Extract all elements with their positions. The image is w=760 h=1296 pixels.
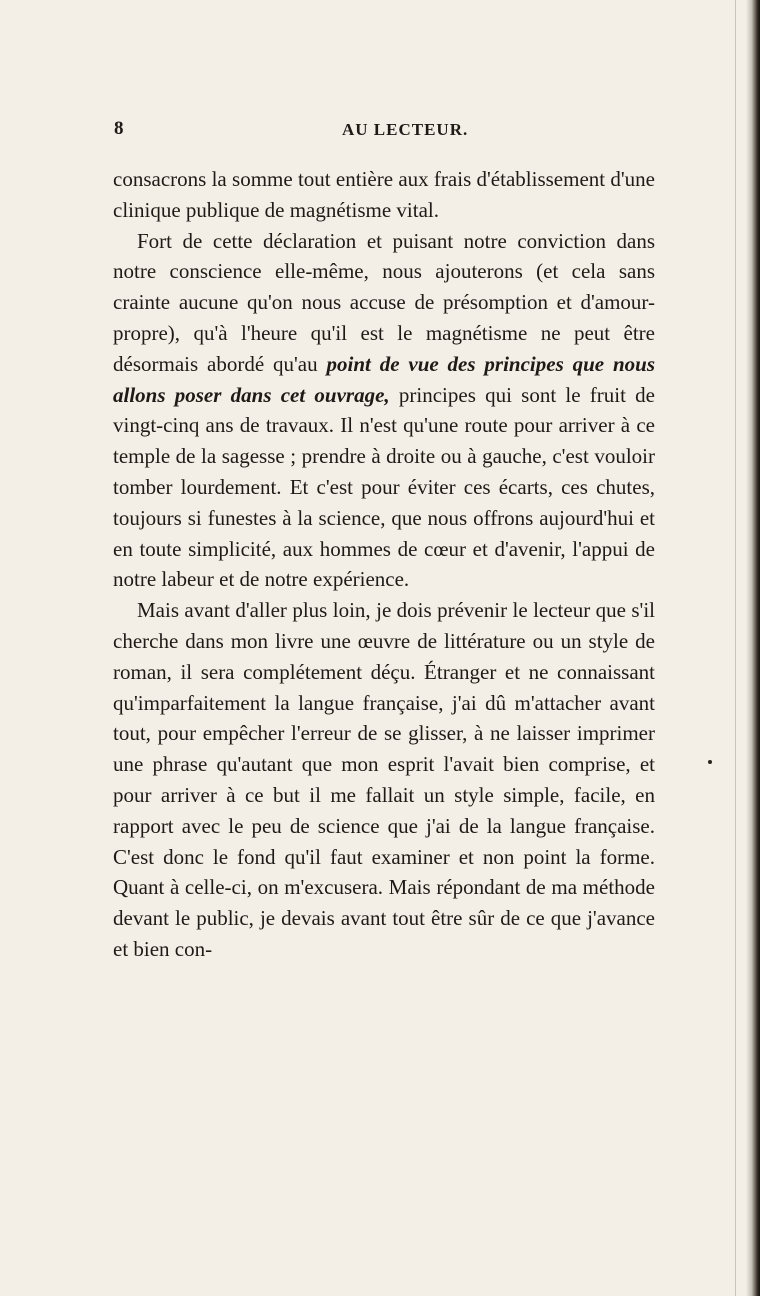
paragraph-1 (113, 164, 655, 226)
ink-speck (708, 760, 712, 764)
paragraph-1-text: consacrons la somme tout entière aux frais d'établissement d'une clinique publique de magnétisme vital. (113, 167, 655, 222)
body-text (113, 164, 655, 965)
page-edge-shadow (746, 0, 760, 1296)
paragraph-3 (113, 595, 655, 965)
paragraph-2-emphasis: point de vue des principes que nous allons poser dans cet ouvrage, (113, 351, 655, 407)
running-title: AU LECTEUR. (342, 120, 469, 139)
page-number: 8 (114, 118, 124, 139)
paragraph-3-text: Mais avant d'aller plus loin, je dois prévenir le lecteur que s'il cherche dans mon livre une œuvre de littérature ou un style de roman, il sera complétement déçu. Étranger et ne connaissant qu'imparfaitement la langue française, j'ai dû m'attacher avant tout, pour empêcher l'erreur de se glisser, à ne laisser imprimer une phrase qu'autant que mon esprit l'avait bien comprise, et pour arriver à ce but il me fallait un style simple, facile, en rapport avec le peu de science que j'ai de la langue française. C'est donc le fond qu'il faut examiner et non point la forme. Quant à celle-ci, on m'excusera. Mais répondant de ma méthode devant le public, je devais avant tout être sûr de ce que j'avance et bien con- (113, 598, 655, 961)
paragraph-2 (113, 226, 655, 596)
running-head (114, 118, 654, 144)
page-edge-line (735, 0, 736, 1296)
paragraph-2-text-end: principes qui sont le fruit de vingt-cinq ans de travaux. Il n'est qu'une route pour arriver à ce temple de la sagesse ; prendre à droite ou à gauche, c'est vouloir tomber lourdement. Et c'est pour éviter ces écarts, ces chutes, toujours si funestes à la science, que nous offrons aujourd'hui et en toute simplicité, aux hommes de cœur et d'avenir, l'appui de notre labeur et de notre expérience. (113, 382, 655, 592)
paragraph-2-text-start: Fort de cette déclaration et puisant notre conviction dans notre conscience elle-même, nous ajouterons (et cela sans crainte aucune qu'on nous accuse de présomption et d'amour-propre), qu'à l'heure qu'il est le magnétisme ne peut être désormais abordé qu'au (113, 228, 655, 376)
